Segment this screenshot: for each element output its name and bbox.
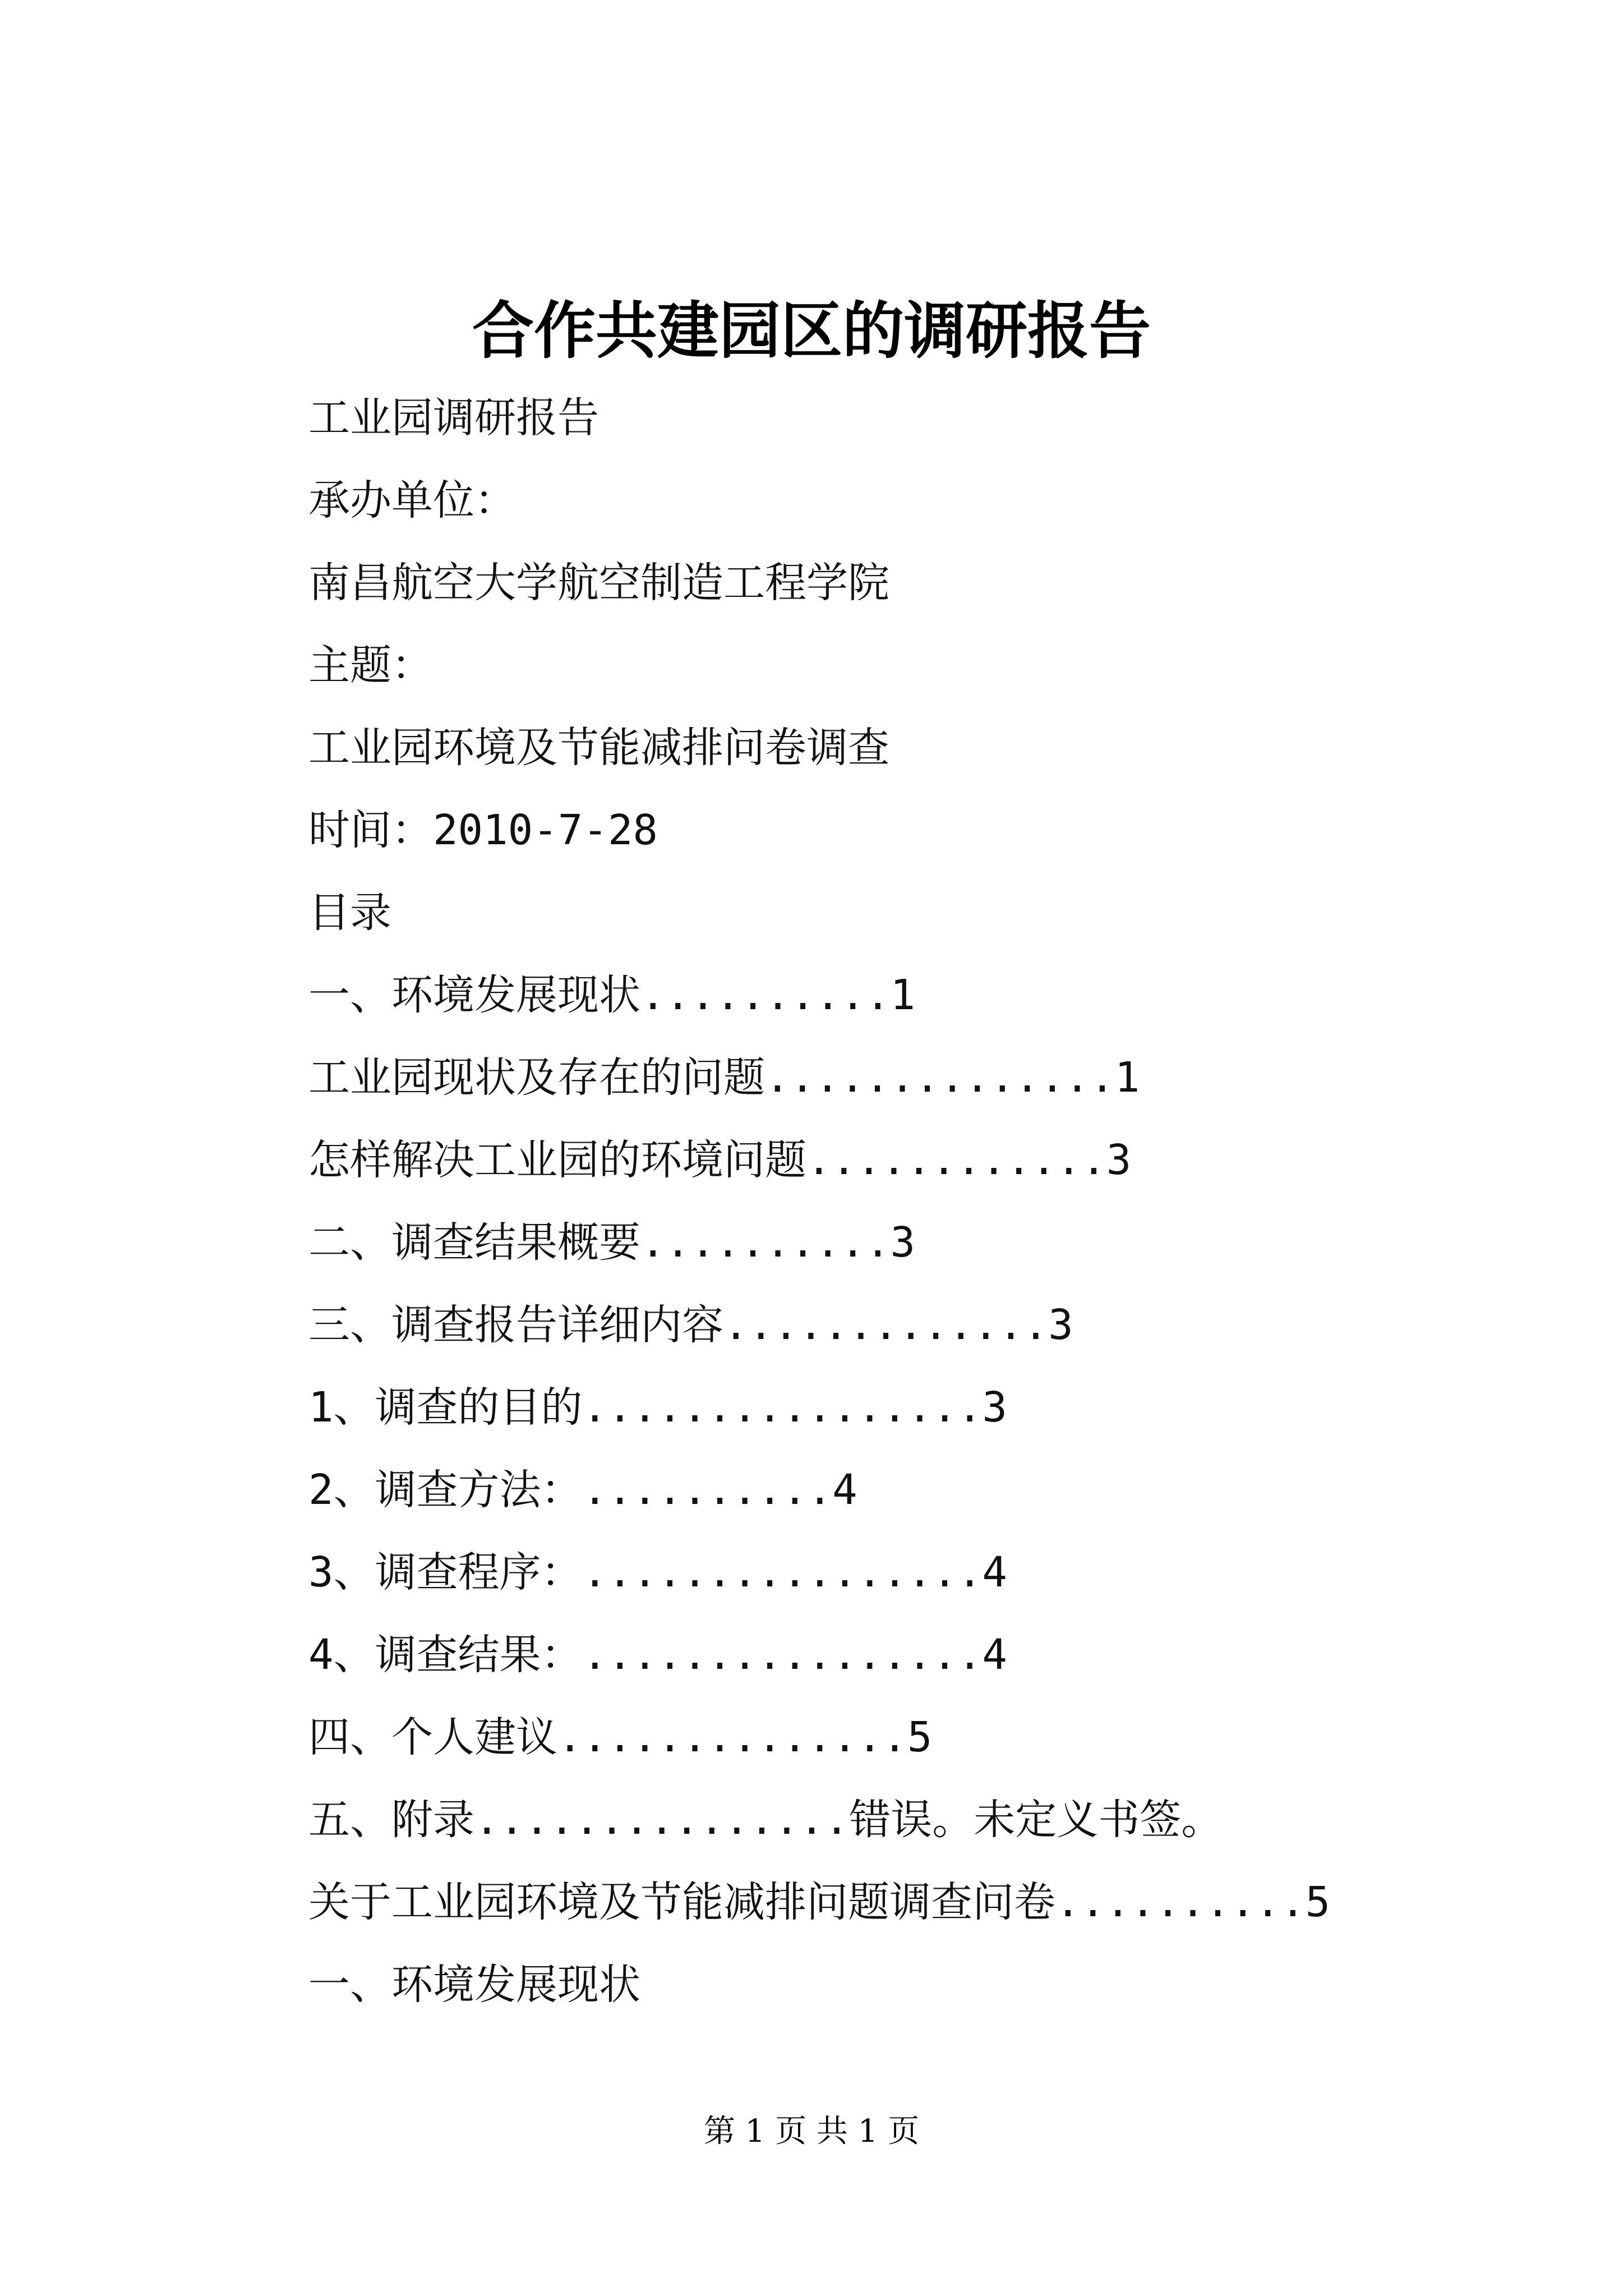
line-organizer-label: 承办单位：: [308, 476, 516, 524]
section-heading: 一、环境发展现状: [308, 1961, 640, 2009]
toc-heading: 目录: [308, 889, 391, 937]
document-body: [308, 377, 1542, 2026]
toc-entry: 2、调查方法：..........4: [308, 1466, 857, 1514]
line-topic: 工业园环境及节能减排问卷调查: [308, 724, 889, 772]
toc-entry: 三、调查报告详细内容.............3: [308, 1301, 1073, 1349]
line-organizer: 南昌航空大学航空制造工程学院: [308, 559, 889, 607]
toc-entry: 关于工业园环境及节能减排问题调查问卷..........5: [308, 1878, 1331, 1926]
toc-entry: 4、调查结果：................4: [308, 1631, 1007, 1679]
toc-entry: 二、调查结果概要..........3: [308, 1218, 916, 1267]
toc-entry: 一、环境发展现状..........1: [308, 971, 916, 1019]
page-footer: 第 1 页 共 1 页: [703, 2113, 920, 2150]
toc-entry: 四、个人建议..............5: [308, 1713, 933, 1761]
toc-entry: 五、附录...............错误。未定义书签。: [308, 1796, 1223, 1844]
toc-entry: 工业园现状及存在的问题..............1: [308, 1053, 1140, 1102]
toc-entry: 怎样解决工业园的环境问题............3: [308, 1136, 1132, 1184]
document-title: 合作共建园区的调研报告: [472, 295, 1151, 367]
line-topic-label: 主题：: [308, 641, 433, 689]
line-date: 时间：2010-7-28: [308, 806, 658, 854]
line-subtitle: 工业园调研报告: [308, 394, 599, 442]
toc-entry: 3、调查程序：................4: [308, 1548, 1007, 1596]
toc-entry: 1、调查的目的................3: [308, 1383, 1007, 1432]
